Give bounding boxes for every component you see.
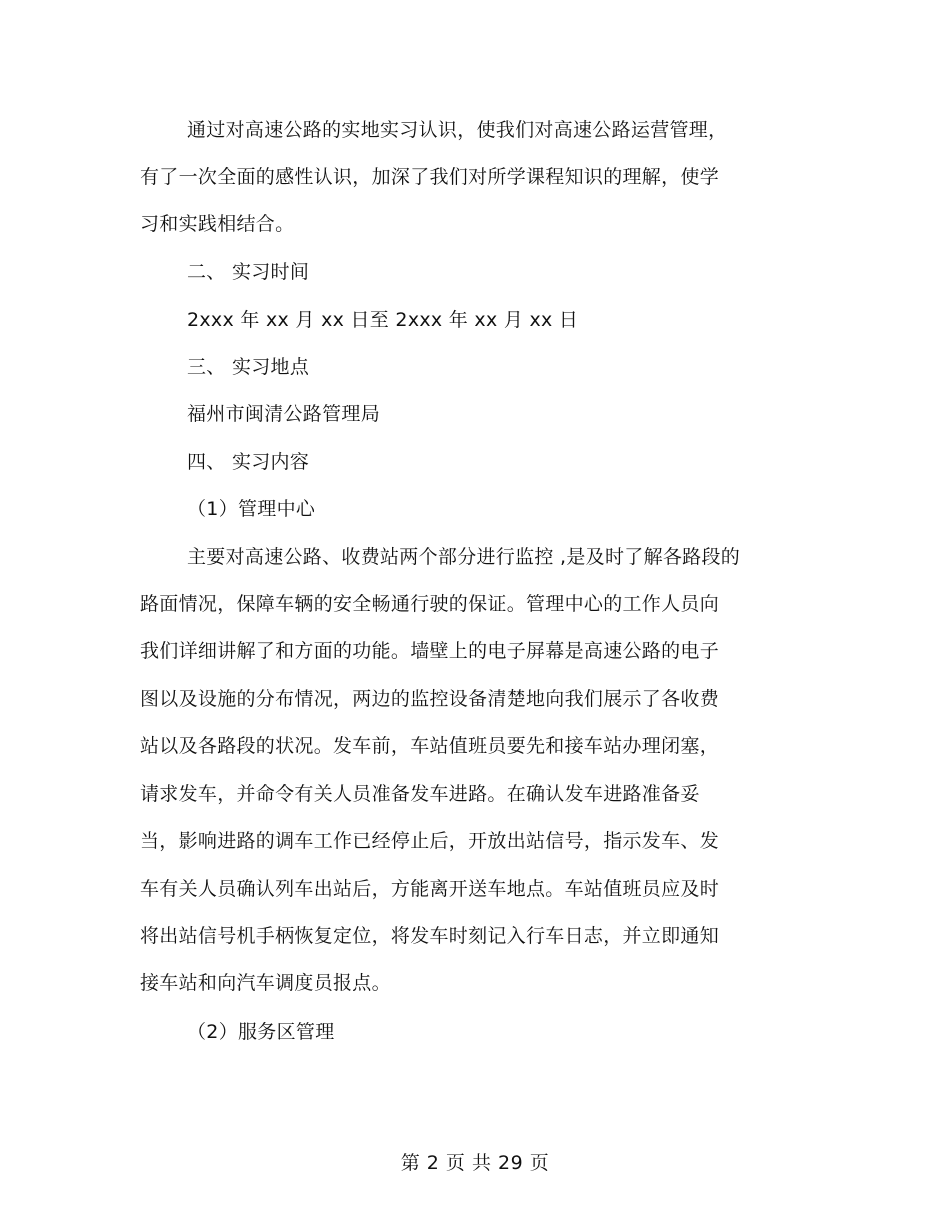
section-heading-content: 四、 实习内容 — [187, 451, 310, 473]
management-line-7: 当，影响进路的调车工作已经停止后，开放出站信号，指示发车、发 — [140, 830, 720, 852]
management-line-6: 请求发车，并命令有关人员准备发车进路。在确认发车进路准备妥 — [140, 783, 700, 805]
management-line-2: 路面情况，保障车辆的安全畅通行驶的保证。管理中心的工作人员向 — [140, 593, 720, 615]
internship-location: 福州市闽清公路管理局 — [187, 403, 381, 425]
section-heading-time: 二、 实习时间 — [187, 261, 310, 283]
management-line-9: 将出站信号机手柄恢复定位，将发车时刻记入行车日志，并立即通知 — [140, 925, 720, 947]
intro-line-2: 有了一次全面的感性认识，加深了我们对所学课程知识的理解，使学 — [140, 166, 720, 188]
management-line-1: 主要对高速公路、收费站两个部分进行监控 ,是及时了解各路段的 — [187, 546, 741, 568]
subsection-heading-management-center: （1）管理中心 — [187, 498, 316, 520]
management-line-3: 我们详细讲解了和方面的功能。墙壁上的电子屏幕是高速公路的电子 — [140, 640, 720, 662]
subsection-heading-service-area: （2）服务区管理 — [187, 1021, 335, 1043]
management-line-4: 图以及设施的分布情况，两边的监控设备清楚地向我们展示了各收费 — [140, 688, 720, 710]
management-line-10: 接车站和向汽车调度员报点。 — [140, 972, 391, 994]
management-line-8: 车有关人员确认列车出站后，方能离开送车地点。车站值班员应及时 — [140, 878, 720, 900]
internship-dates: 2xxx 年 xx 月 xx 日至 2xxx 年 xx 月 xx 日 — [187, 309, 579, 331]
intro-line-1: 通过对高速公路的实地实习认识，使我们对高速公路运营管理， — [187, 119, 728, 141]
page-number-footer: 第 2 页 共 29 页 — [400, 1152, 550, 1174]
intro-line-3: 习和实践相结合。 — [140, 213, 295, 235]
section-heading-location: 三、 实习地点 — [187, 356, 310, 378]
management-line-5: 站以及各路段的状况。发车前，车站值班员要先和接车站办理闭塞， — [140, 735, 720, 757]
